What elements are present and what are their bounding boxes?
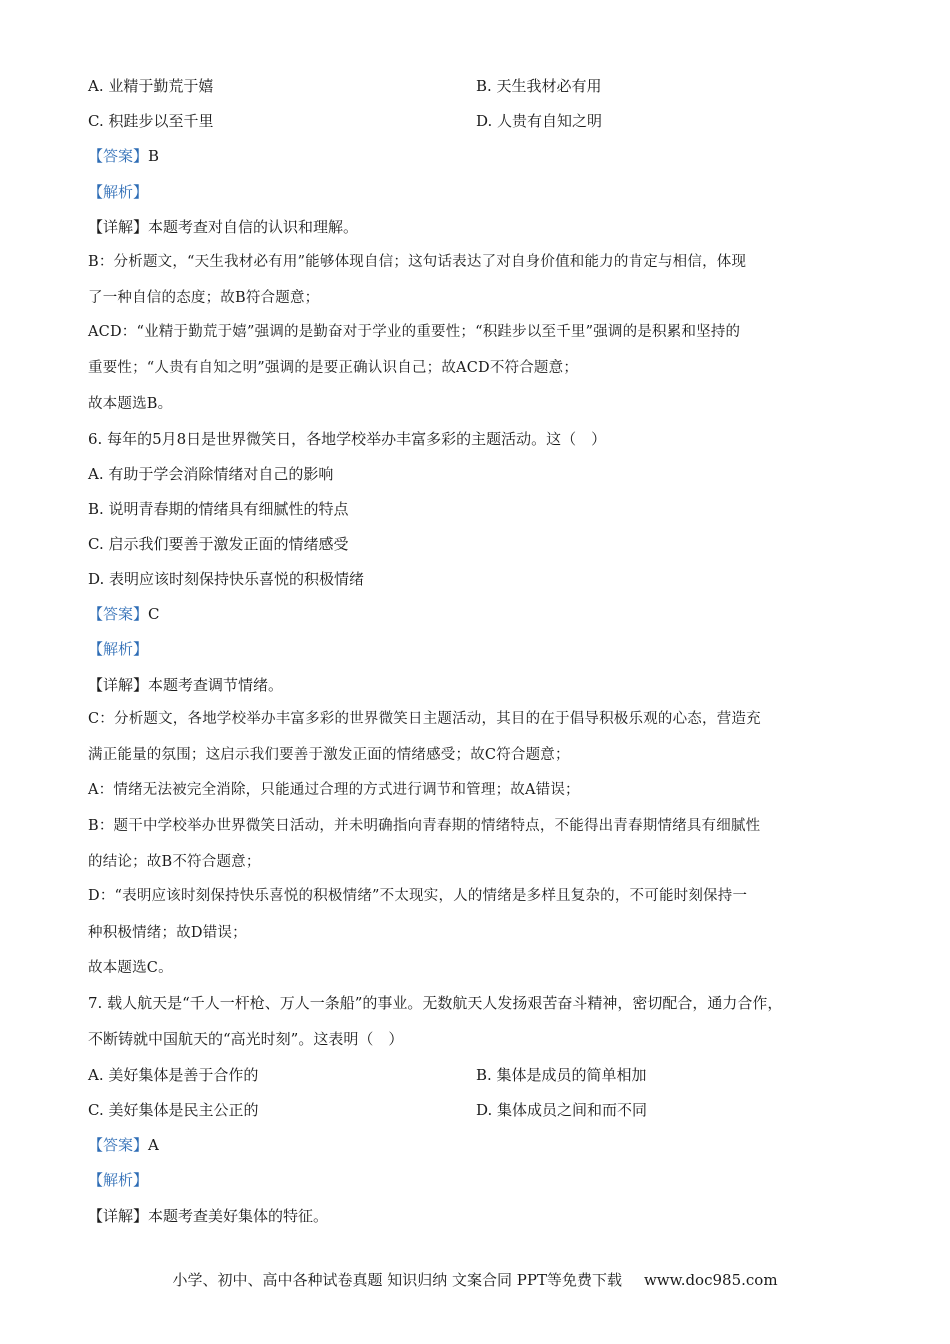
q7-stem-line2: 不断铸就中国航天的“高光时刻”。这表明（ ） [88, 1030, 404, 1048]
q5-para1-line1: B：分析题文，“天生我材必有用”能够体现自信；这句话表达了对自身价值和能力的肯定与相信，体现 [88, 254, 747, 270]
q5-analysis-tag: 【解析】 [88, 183, 149, 201]
answer-tag: 【答案】 [88, 605, 149, 623]
q5-para2-line1: ACD：“业精于勤荒于嬉”强调的是勤奋对于学业的重要性；“积跬步以至千里”强调的是积累和坚持的 [88, 324, 741, 340]
q6-option-a: A. 有助于学会消除情绪对自己的影响 [88, 465, 334, 483]
q5-option-b: B. 天生我材必有用 [476, 77, 602, 95]
footer-text: 小学、初中、高中各种试卷真题 知识归纳 文案合同 PPT等免费下载 [172, 1271, 622, 1289]
footer-url-link[interactable]: www.doc985.com [643, 1271, 778, 1289]
q6-b-line2: 的结论；故B不符合题意； [88, 854, 261, 870]
q5-para1-line2: 了一种自信的态度；故B符合题意； [88, 290, 320, 306]
q5-option-d: D. 人贵有自知之明 [476, 112, 603, 130]
q5-answer [88, 146, 159, 166]
q6-option-b: B. 说明青春期的情绪具有细腻性的特点 [88, 500, 349, 518]
q7-answer [88, 1135, 159, 1155]
q5-option-c: C. 积跬步以至千里 [88, 112, 214, 130]
answer-value: A [148, 1136, 159, 1154]
q7-stem-line1: 7. 载人航天是“千人一杆枪、万人一条船”的事业。无数航天人发扬艰苦奋斗精神，密切配合，通力合作， [88, 994, 783, 1012]
q7-option-a: A. 美好集体是善于合作的 [88, 1066, 259, 1084]
q5-conclusion: 故本题选B。 [88, 396, 173, 412]
q7-option-c: C. 美好集体是民主公正的 [88, 1101, 259, 1119]
q7-option-b: B. 集体是成员的简单相加 [476, 1066, 647, 1084]
q7-option-d: D. 集体成员之间和而不同 [476, 1101, 648, 1119]
q6-option-c: C. 启示我们要善于激发正面的情绪感受 [88, 535, 349, 553]
page-footer [0, 1270, 950, 1290]
q5-detail [88, 217, 358, 237]
q5-para2-line2: 重要性；“人贵有自知之明”强调的是要正确认识自己；故ACD不符合题意； [88, 360, 579, 376]
q7-analysis-tag: 【解析】 [88, 1171, 149, 1189]
q6-detail [88, 675, 283, 695]
q6-analysis-tag: 【解析】 [88, 640, 149, 658]
detail-tag: 【详解】 [88, 676, 149, 694]
q6-answer [88, 604, 160, 624]
answer-tag: 【答案】 [88, 1136, 149, 1154]
q6-option-d: D. 表明应该时刻保持快乐喜悦的积极情绪 [88, 570, 365, 588]
q6-b-line1: B：题干中学校举办世界微笑日活动，并未明确指向青春期的情绪特点，不能得出青春期情绪具有细腻性 [88, 818, 761, 834]
answer-tag: 【答案】 [88, 147, 149, 165]
q6-d-line2: 种积极情绪；故D错误； [88, 925, 247, 941]
q6-c-line2: 满正能量的氛围；这启示我们要善于激发正面的情绪感受；故C符合题意； [88, 747, 570, 763]
q6-a-line: A：情绪无法被完全消除，只能通过合理的方式进行调节和管理；故A错误； [88, 782, 580, 798]
detail-text: 本题考查调节情绪。 [148, 676, 284, 694]
q6-c-line1: C：分析题文，各地学校举办丰富多彩的世界微笑日主题活动，其目的在于倡导积极乐观的心态，营造充 [88, 711, 761, 727]
detail-tag: 【详解】 [88, 218, 149, 236]
detail-tag: 【详解】 [88, 1207, 149, 1225]
detail-text: 本题考查对自信的认识和理解。 [148, 218, 359, 236]
q6-conclusion: 故本题选C。 [88, 960, 173, 976]
q5-option-a: A. 业精于勤荒于嬉 [88, 77, 214, 95]
q6-stem: 6. 每年的5月8日是世界微笑日，各地学校举办丰富多彩的主题活动。这（ ） [88, 430, 607, 448]
q6-d-line1: D：“表明应该时刻保持快乐喜悦的积极情绪”不太现实，人的情绪是多样且复杂的，不可能时刻保持一 [88, 888, 748, 904]
detail-text: 本题考查美好集体的特征。 [148, 1207, 329, 1225]
q7-detail [88, 1206, 328, 1226]
answer-value: B [148, 147, 160, 165]
answer-value: C [148, 605, 160, 623]
